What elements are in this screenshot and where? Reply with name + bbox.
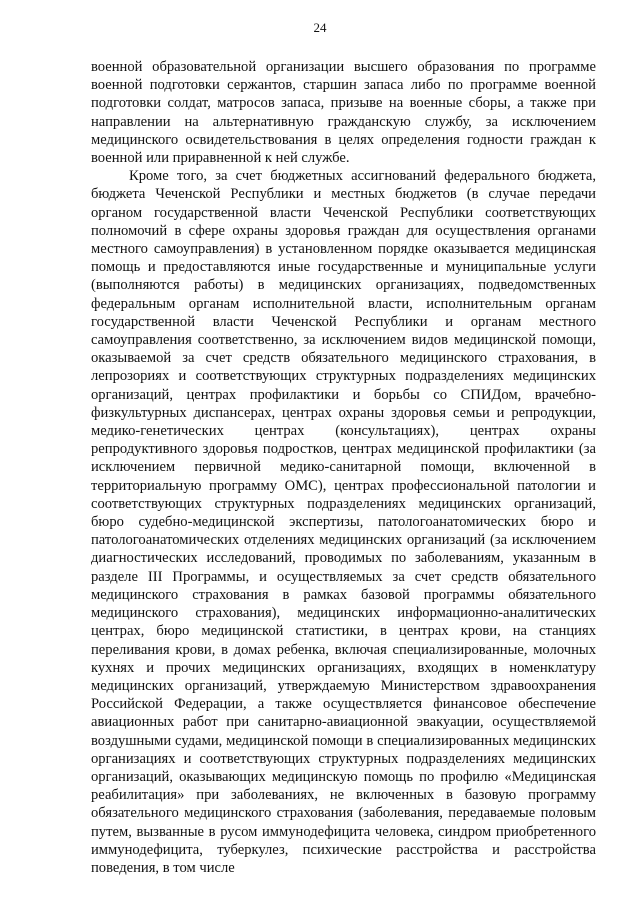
paragraph-continuation: военной образовательной организации высшего образования по программе военной подготовки сержантов, старшин запаса либо по программе военной подготовки солдат, матросов запаса, призыве на военные сборы, а также при направлении на альтернативную гражданскую службу, за исключением медицинского освидетельствования в целях определения годности граждан к военной или приравненной к ней службе. [91,59,596,167]
page-number: 24 [313,20,327,35]
document-body [91,58,596,877]
paragraph-funding: Кроме того, за счет бюджетных ассигнований федерального бюджета, бюджета Чеченской Республики и местных бюджетов (в случае передачи органом государственной власти Чеченской Республики соответствующих полномочий в сфере охраны здоровья граждан для осуществления органами местного самоуправления) в установленном порядке оказывается медицинская помощь и предоставляются иные государственные и муниципальные услуги (выполняются работы) в медицинских организациях, подведомственных федеральным органам исполнительной власти, исполнительным органам государственной власти Чеченской Республики и органам местного самоуправления соответственно, за исключением видов медицинской помощи, оказываемой за счет средств обязательного медицинского страхования, в лепрозориях и соответствующих структурных подразделениях медицинских организаций, центрах профилактики и борьбы со СПИДом, врачебно-физкультурных диспансерах, центрах охраны здоровья семьи и репродукции, медико-генетических центрах (консультациях), центрах охраны репродуктивного здоровья подростков, центрах медицинской профилактики (за исключением первичной медико-санитарной помощи, включенной в территориальную программу ОМС), центрах профессиональной патологии и соответствующих структурных подразделениях медицинских организаций, бюро судебно-медицинской экспертизы, патологоанатомических бюро и патологоанатомических отделениях медицинских организаций (за исключением диагностических исследований, проводимых по заболеваниям, указанным в разделе III Программы, и осуществляемых за счет средств обязательного медицинского страхования в рамках базовой программы обязательного медицинского страхования), медицинских информационно-аналитических центрах, бюро медицинской статистики, в центрах крови, на станциях переливания крови, в домах ребенка, включая специализированные, молочных кухнях и прочих медицинских организациях, входящих в номенклатуру медицинских организаций, утверждаемую Министерством здравоохранения Российской Федерации, а также осуществляется финансовое обеспечение авиационных работ при санитарно-авиационной эвакуации, осуществляемой воздушными судами, медицинской помощи в специализированных медицинских организациях и соответствующих структурных подразделениях медицинских организаций, оказывающих медицинскую помощь по профилю «Медицинская реабилитация» при заболеваниях, не включенных в базовую программу обязательного медицинского страхования (заболевания, передаваемые половым путем, вызванные в русом иммунодефицита человека, синдром приобретенного иммунодефицита, туберкулез, психические расстройства и расстройства поведения, в том числе [91,168,596,876]
